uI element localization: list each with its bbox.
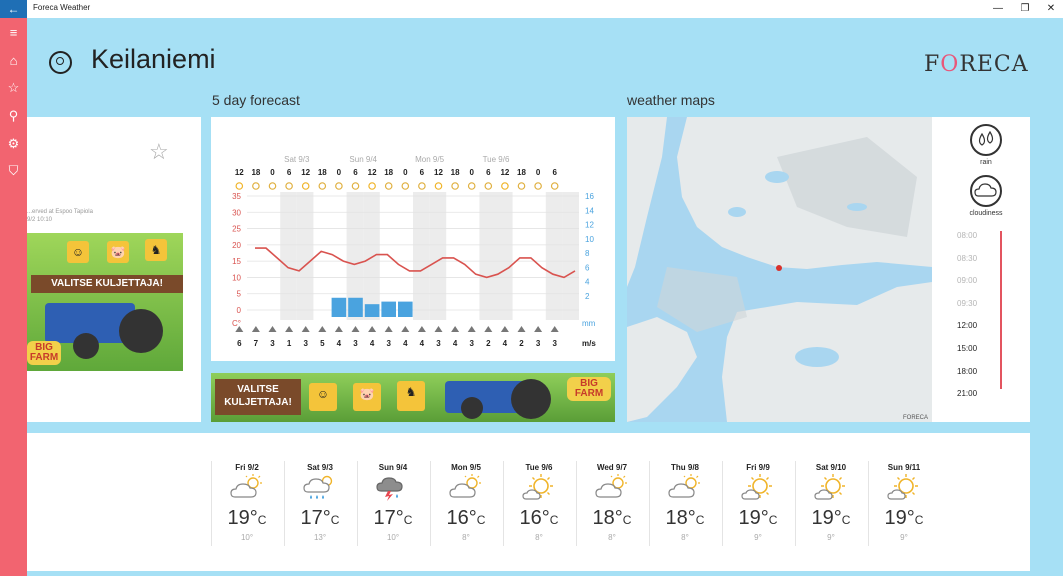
day-low-temperature: 8° (608, 533, 616, 542)
farmer-face-icon: ☺ (309, 383, 337, 411)
forecast-chart (211, 117, 615, 361)
sidebar (0, 18, 27, 576)
night-column (479, 192, 496, 320)
farmer-face-icon: ☺ (67, 241, 89, 263)
day-temperature: 19°C (811, 507, 851, 529)
hour-label: 18 (450, 168, 460, 177)
wind-arrow-icon (368, 326, 376, 332)
cloudiness-map-button[interactable] (970, 175, 1002, 207)
wind-arrow-icon (501, 326, 509, 332)
forecast-chart-panel (211, 117, 615, 361)
wind-speed-label: 2 (486, 339, 491, 348)
bigfarm-logo: BIG FARM (567, 377, 611, 401)
day-name: Sun 9/11 (887, 463, 921, 472)
night-column (430, 192, 447, 320)
map-time-label[interactable]: 18:00 (957, 366, 978, 376)
moon-icon (552, 183, 558, 189)
night-column (562, 192, 579, 320)
close-button[interactable]: ✕ (1046, 3, 1056, 14)
day-forecast-item[interactable] (211, 461, 283, 546)
hour-label: 12 (500, 168, 510, 177)
moon-icon (469, 183, 475, 189)
day-forecast-item[interactable] (430, 461, 502, 546)
bigfarm-logo: BIG FARM (27, 341, 61, 365)
current-weather-panel (27, 117, 201, 422)
hour-label: 0 (535, 168, 541, 177)
mostly-sunny-icon (740, 473, 776, 501)
moon-icon (452, 183, 458, 189)
day-temperature: 17°C (373, 507, 413, 529)
wind-arrow-icon (468, 326, 476, 332)
day-name: Sat 9/10 (815, 463, 847, 472)
wind-speed-label: 4 (419, 339, 425, 348)
gear-icon[interactable]: ⚙ (7, 136, 20, 151)
y-right-tick-label: 2 (585, 291, 590, 301)
day-forecast-item[interactable] (284, 461, 356, 546)
hour-label: 18 (384, 168, 394, 177)
day-name: Wed 9/7 (596, 463, 628, 472)
wind-arrow-icon (252, 326, 260, 332)
y-left-tick-label: 5 (236, 289, 241, 299)
y-left-tick-label: 25 (232, 224, 241, 234)
map-time-label[interactable]: 15:00 (957, 344, 978, 353)
moon-icon (402, 183, 408, 189)
home-icon[interactable]: ⌂ (9, 53, 18, 68)
hour-label: 12 (234, 168, 244, 177)
rain-drops-icon (972, 126, 1000, 154)
y-right-tick-label: 6 (585, 263, 590, 273)
day-label: Mon 9/5 (415, 155, 445, 164)
hour-label: 0 (336, 168, 342, 177)
wind-speed-label: 3 (535, 339, 541, 348)
night-column (297, 192, 314, 320)
precip-bar (398, 302, 413, 317)
sun-icon (236, 183, 242, 189)
moon-icon (253, 183, 259, 189)
day-name: Fri 9/9 (746, 463, 770, 472)
wind-speed-label: 4 (336, 339, 342, 348)
observation-time: 9/2 10:10 (27, 217, 53, 223)
day-forecast-item[interactable] (357, 461, 429, 546)
day-forecast-item[interactable] (722, 461, 794, 546)
day-name: Sat 9/3 (307, 463, 333, 472)
wind-speed-label: 4 (502, 339, 508, 348)
lake (847, 203, 867, 211)
y-left-tick-label: 30 (232, 208, 241, 218)
day-temperature: 19°C (227, 507, 267, 529)
map-geography (627, 117, 932, 422)
day-name: Sun 9/4 (378, 463, 408, 472)
foreca-logo: FORECA (924, 52, 1029, 77)
day-forecast-item[interactable] (576, 461, 648, 546)
tractor-wheel-icon (119, 309, 163, 353)
advertisement-left[interactable] (27, 233, 183, 371)
sun-icon (502, 183, 508, 189)
mostly-sunny-icon (521, 473, 557, 501)
y-right-tick-label: 16 (585, 192, 594, 201)
wind-speed-label: 3 (386, 339, 391, 348)
moon-icon (535, 183, 541, 189)
page-title: Keilaniemi (91, 44, 216, 74)
y-left-axis-label: C° (232, 319, 241, 328)
y-right-tick-label: 8 (585, 249, 590, 258)
ad-left-text: VALITSE KULJETTAJA! (31, 275, 183, 293)
advertisement-banner[interactable] (211, 373, 615, 422)
map-time-label[interactable]: 09:00 (957, 276, 978, 286)
wind-arrow-icon (451, 326, 459, 332)
map-time-label[interactable]: 08:30 (957, 253, 978, 263)
wind-arrow-icon (352, 326, 360, 332)
wind-speed-label: 3 (270, 339, 275, 348)
day-temperature: 18°C (592, 507, 632, 529)
hour-label: 12 (301, 168, 311, 177)
wind-arrow-icon (484, 326, 492, 332)
hour-label: 18 (517, 168, 526, 177)
partly-cloudy-icon (229, 473, 265, 501)
moon-icon (518, 183, 524, 189)
y-right-tick-label: 14 (585, 206, 594, 216)
hour-label: 18 (317, 168, 327, 177)
night-column (363, 192, 380, 320)
day-name: Fri 9/2 (235, 463, 259, 472)
donkey-face-icon: ♞ (145, 239, 167, 261)
wind-arrow-icon (551, 326, 559, 332)
y-left-tick-label: 20 (232, 240, 241, 250)
sun-icon (303, 183, 309, 189)
moon-icon (352, 183, 358, 189)
day-temperature: 18°C (665, 507, 705, 529)
day-low-temperature: 10° (240, 533, 254, 542)
tractor-wheel-icon (511, 379, 551, 419)
wind-arrow-icon (302, 326, 310, 332)
mostly-sunny-icon (886, 473, 922, 501)
cloud-icon (972, 177, 1000, 205)
map-brand: FORECA (902, 415, 928, 421)
day-low-temperature: 8° (681, 533, 689, 542)
partly-cloudy-icon (448, 473, 484, 501)
hour-label: 18 (251, 168, 261, 177)
day-label: Sun 9/4 (349, 155, 377, 164)
star-icon[interactable]: ☆ (7, 80, 20, 95)
day-temperature: 19°C (738, 507, 778, 529)
y-right-tick-label: 10 (585, 234, 594, 244)
y-right-axis-label: mm (582, 319, 596, 328)
day-temperature: 16°C (446, 507, 486, 529)
day-low-temperature: 10° (386, 533, 400, 542)
shield-icon[interactable]: ⛉ (8, 163, 19, 178)
tractor-wheel-icon (73, 333, 99, 359)
y-left-tick-label: 10 (232, 273, 241, 283)
sun-icon (435, 183, 441, 189)
observation-station: ...erved at Espoo Tapiola (27, 209, 93, 215)
wind-arrow-icon (285, 326, 293, 332)
moon-icon (286, 183, 292, 189)
day-forecast-item[interactable] (503, 461, 575, 546)
wind-speed-label: 3 (436, 339, 441, 348)
back-button[interactable]: ← (0, 0, 27, 18)
night-column (413, 192, 430, 320)
day-forecast-item[interactable] (795, 461, 867, 546)
mostly-sunny-icon (813, 473, 849, 501)
wind-arrow-icon (518, 326, 526, 332)
wind-arrow-icon (401, 326, 409, 332)
day-low-temperature: 9° (754, 533, 762, 542)
wind-speed-label: 5 (320, 339, 325, 348)
precip-bar (348, 298, 363, 317)
wind-arrow-icon (418, 326, 426, 332)
location-marker (776, 265, 782, 271)
y-right-tick-label: 12 (585, 220, 594, 230)
wind-speed-label: 3 (469, 339, 474, 348)
day-low-temperature: 13° (313, 533, 327, 542)
day-low-temperature: 9° (900, 533, 908, 542)
maximize-button[interactable]: ❐ (1020, 3, 1030, 14)
wind-arrow-icon (269, 326, 277, 332)
partly-cloudy-icon (594, 473, 630, 501)
time-slider[interactable] (1000, 231, 1002, 389)
wind-arrow-icon (318, 326, 326, 332)
y-left-tick-label: 15 (232, 257, 241, 267)
moon-icon (485, 183, 491, 189)
wind-speed-label: 3 (552, 339, 557, 348)
favorite-star-icon[interactable]: ☆ (149, 139, 169, 164)
title-bar (0, 0, 1063, 18)
precip-bar (332, 298, 347, 317)
thunderstorm-icon (375, 473, 411, 501)
map-time-label[interactable]: 08:00 (957, 231, 978, 240)
hour-label: 0 (403, 168, 408, 177)
wind-speed-label: 7 (253, 339, 259, 348)
hamburger-menu-icon[interactable]: ≡ (9, 25, 18, 40)
day-label: Sat 9/3 (284, 155, 310, 164)
y-left-tick-label: 35 (232, 192, 241, 201)
moon-icon (419, 183, 425, 189)
hour-label: 0 (270, 168, 275, 177)
night-column (496, 192, 513, 320)
map-time-label[interactable]: 09:30 (957, 298, 978, 308)
day-temperature: 16°C (519, 507, 559, 529)
y-right-tick-label: 4 (585, 277, 590, 287)
day-low-temperature: 8° (535, 533, 543, 542)
pig-face-icon: 🐷 (107, 241, 129, 263)
wind-unit-label: m/s (582, 339, 596, 348)
rain-showers-icon (302, 473, 338, 501)
hour-label: 6 (419, 168, 425, 177)
wind-speed-label: 3 (353, 339, 358, 348)
lake (765, 171, 789, 183)
wind-speed-label: 6 (237, 339, 242, 348)
day-name: Thu 9/8 (670, 463, 699, 472)
day-temperature: 17°C (300, 507, 340, 529)
day-temperature: 19°C (884, 507, 924, 529)
minimize-button[interactable]: — (993, 3, 1003, 14)
day-name: Mon 9/5 (451, 463, 481, 472)
wind-arrow-icon (335, 326, 343, 332)
precip-bar (381, 302, 396, 317)
day-low-temperature: 8° (462, 533, 470, 542)
hour-label: 12 (434, 168, 443, 177)
hour-label: 12 (367, 168, 377, 177)
day-low-temperature: 9° (827, 533, 835, 542)
tractor-wheel-icon (461, 397, 483, 419)
wind-arrow-icon (534, 326, 542, 332)
location-search-icon[interactable] (49, 51, 72, 74)
hour-label: 6 (286, 168, 292, 177)
night-column (280, 192, 297, 320)
hour-label: 6 (353, 168, 358, 177)
wind-speed-label: 4 (403, 339, 408, 348)
day-forecast-item[interactable] (649, 461, 721, 546)
ten-day-forecast-panel (27, 433, 1030, 571)
night-column (546, 192, 563, 320)
precip-bar (365, 304, 380, 317)
pig-face-icon: 🐷 (353, 383, 381, 411)
y-left-tick-label: 0 (236, 306, 241, 315)
hour-label: 6 (552, 168, 557, 177)
app-title: Foreca Weather (33, 3, 91, 12)
day-name: Tue 9/6 (525, 463, 553, 472)
wind-arrow-icon (385, 326, 393, 332)
rain-map-button[interactable] (970, 124, 1002, 156)
maps-section-title: weather maps (627, 92, 715, 108)
day-label: Tue 9/6 (482, 155, 510, 164)
moon-icon (269, 183, 275, 189)
lake (795, 347, 839, 367)
weather-maps-panel (627, 117, 1030, 422)
moon-icon (386, 183, 392, 189)
wind-speed-label: 1 (286, 339, 292, 348)
forecast-section-title: 5 day forecast (212, 92, 300, 108)
wind-speed-label: 3 (303, 339, 308, 348)
day-forecast-item[interactable] (868, 461, 940, 546)
hour-label: 0 (469, 168, 474, 177)
cloudiness-label: cloudiness (969, 210, 1003, 217)
wind-arrow-icon (435, 326, 443, 332)
partly-cloudy-icon (667, 473, 703, 501)
banner-ad-text: VALITSE KULJETTAJA! (215, 379, 301, 415)
moon-icon (336, 183, 342, 189)
rain-label: rain (980, 159, 992, 166)
wind-speed-label: 4 (452, 339, 458, 348)
weather-map[interactable] (627, 117, 932, 422)
sun-icon (369, 183, 375, 189)
moon-icon (319, 183, 325, 189)
donkey-face-icon: ♞ (397, 381, 425, 411)
wind-speed-label: 4 (369, 339, 375, 348)
search-icon[interactable]: ⚲ (8, 108, 19, 123)
hour-label: 6 (486, 168, 491, 177)
map-time-label[interactable]: 12:00 (957, 321, 978, 331)
lake (728, 207, 746, 217)
map-time-label[interactable]: 21:00 (957, 389, 978, 399)
wind-speed-label: 2 (519, 339, 524, 348)
